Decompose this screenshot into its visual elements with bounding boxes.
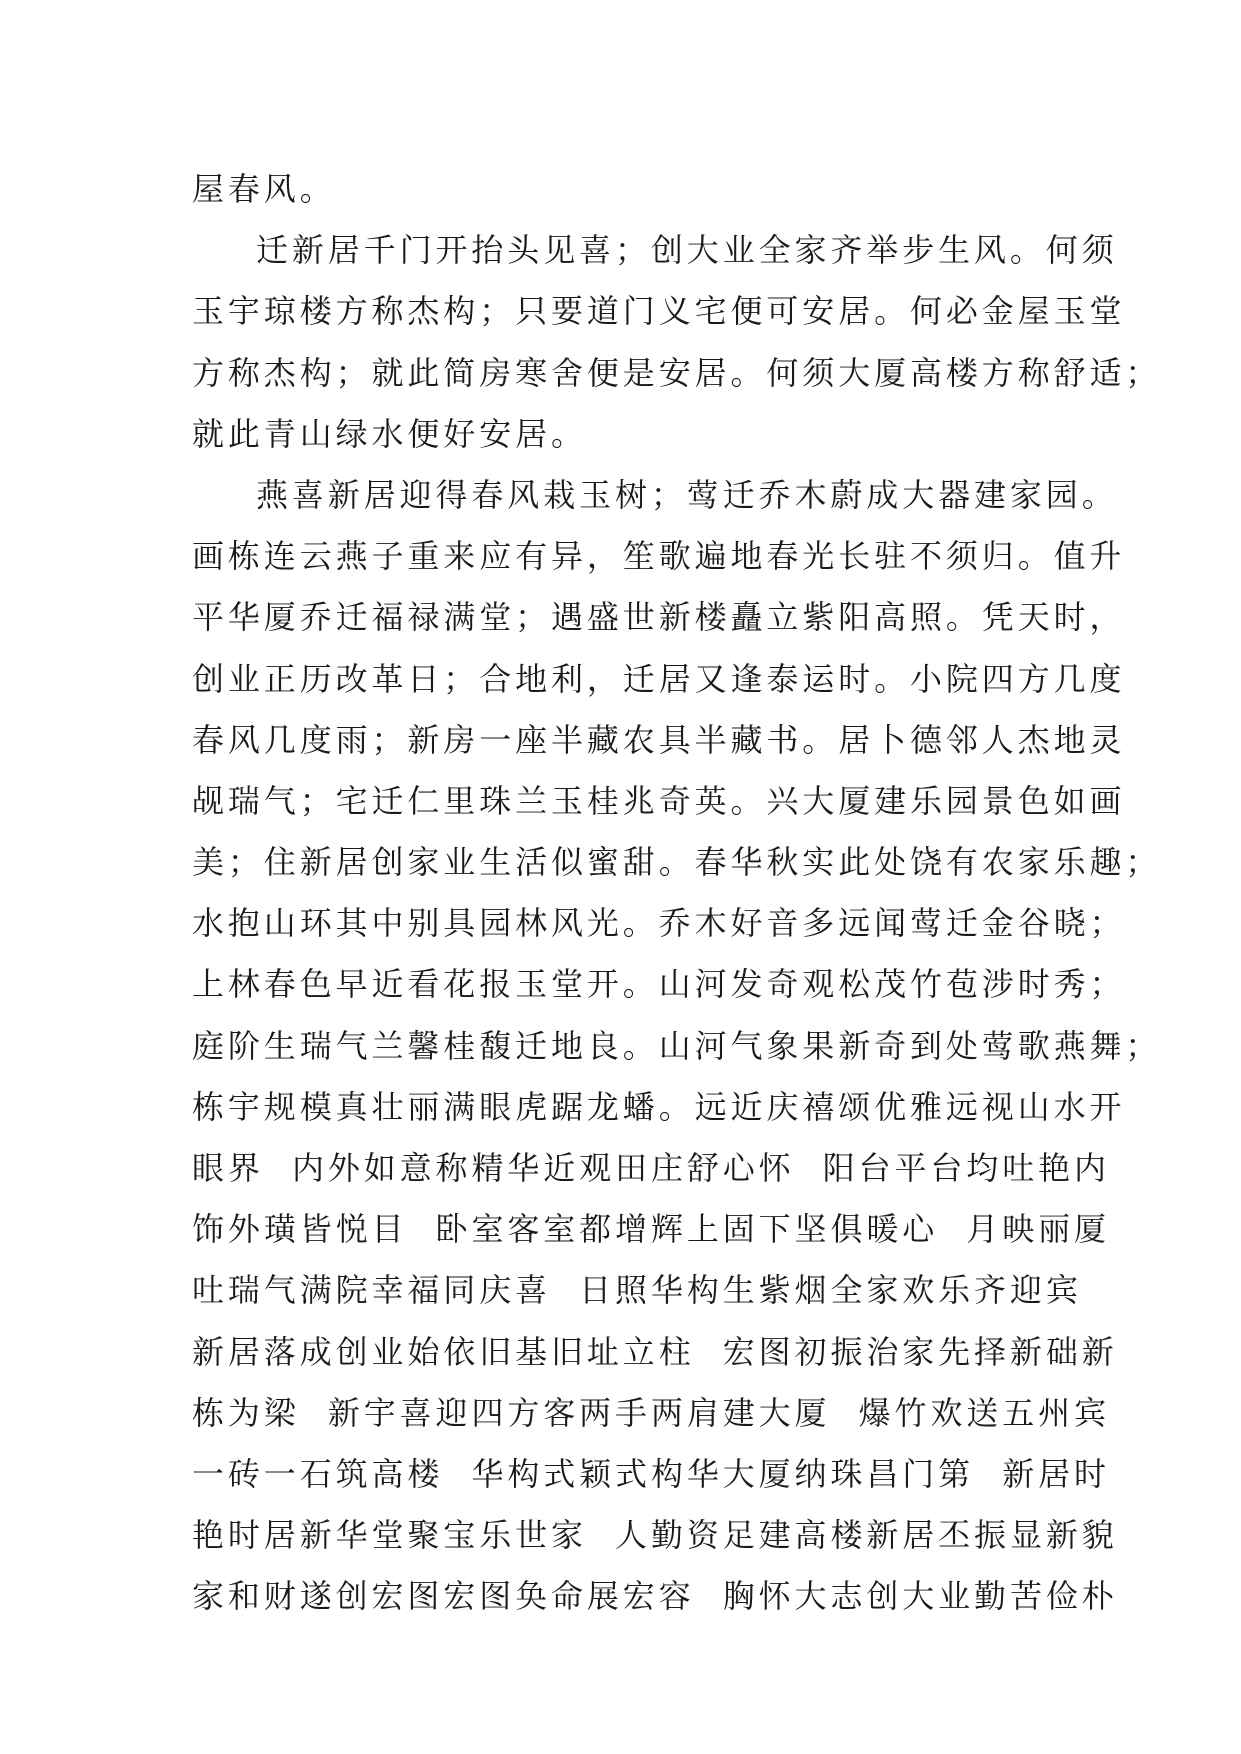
text-line: 屋春风。 [192, 170, 336, 208]
text-line: 饰外璜皆悦目 卧室客室都增辉上固下坚俱暖心 月映丽厦 [192, 1210, 1110, 1249]
text-line: 庭阶生瑞气兰馨桂馥迁地良。山河气象果新奇到处莺歌燕舞； [192, 1026, 1162, 1065]
text-line: 玉宇琼楼方称杰构；只要道门义宅便可安居。何必金屋玉堂 [192, 292, 1126, 331]
text-line: 吐瑞气满院幸福同庆喜 日照华构生紫烟全家欢乐齐迎宾 [192, 1271, 1082, 1310]
text-line: 觇瑞气；宅迁仁里珠兰玉桂兆奇英。兴大厦建乐园景色如画 [192, 781, 1126, 820]
text-line: 燕喜新居迎得春风栽玉树；莺迁乔木蔚成大器建家园。 [256, 475, 1118, 514]
text-line: 春风几度雨；新房一座半藏农具半藏书。居卜德邻人杰地灵 [192, 720, 1126, 759]
text-line: 水抱山环其中别具园林风光。乔木好音多远闻莺迁金谷晓； [192, 904, 1126, 943]
text-line: 家和财遂创宏图宏图奂命展宏容 胸怀大志创大业勤苦俭朴 [192, 1577, 1118, 1616]
text-line: 艳时居新华堂聚宝乐世家 人勤资足建高楼新居丕振显新貌 [192, 1516, 1118, 1555]
text-line: 就此青山绿水便好安居。 [192, 414, 587, 453]
text-line: 一砖一石筑高楼 华构式颖式构华大厦纳珠昌门第 新居时 [192, 1454, 1110, 1493]
text-line: 栋宇规模真壮丽满眼虎踞龙蟠。远近庆禧颂优雅远视山水开 [192, 1087, 1126, 1126]
text-line: 栋为梁 新宇喜迎四方客两手两肩建大厦 爆竹欢送五州宾 [192, 1393, 1110, 1432]
text-line: 新居落成创业始依旧基旧址立柱 宏图初振治家先择新础新 [192, 1332, 1118, 1371]
text-line: 眼界 内外如意称精华近观田庄舒心怀 阳台平台均吐艳内 [192, 1149, 1110, 1187]
document-body [192, 159, 1162, 1628]
text-line: 画栋连云燕子重来应有异，笙歌遍地春光长驻不须归。值升 [192, 537, 1126, 576]
text-line: 迁新居千门开抬头见喜；创大业全家齐举步生风。何须 [256, 231, 1118, 270]
text-line: 美；住新居创家业生活似蜜甜。春华秋实此处饶有农家乐趣； [192, 843, 1162, 882]
text-line: 上林春色早近看花报玉堂开。山河发奇观松茂竹苞涉时秀； [192, 965, 1126, 1004]
text-line: 方称杰构；就此简房寒舍便是安居。何须大厦高楼方称舒适； [192, 353, 1162, 392]
text-line: 创业正历改革日；合地利，迁居又逢泰运时。小院四方几度 [192, 659, 1126, 698]
text-line: 平华厦乔迁福禄满堂；遇盛世新楼矗立紫阳高照。凭天时， [192, 598, 1126, 637]
